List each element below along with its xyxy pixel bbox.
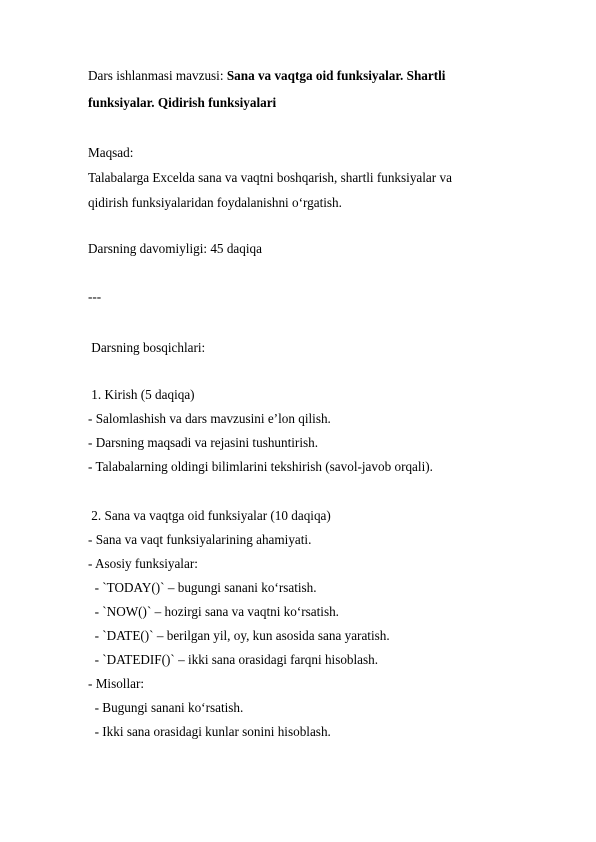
stage2-item: - `DATEDIF()` – ikki sana orasidagi farqni hisoblash. (88, 652, 379, 667)
lesson-title-prefix: Dars ishlanmasi mavzusi: (88, 68, 227, 83)
stage2-item: - `NOW()` – hozirgi sana va vaqtni ko‘rsatish. (88, 604, 339, 619)
stage2-item: - `DATE()` – berilgan yil, oy, kun asosida sana yaratish. (88, 628, 390, 643)
stages-heading: Darsning bosqichlari: (88, 340, 206, 355)
stage2-item: - `TODAY()` – bugungi sanani ko‘rsatish. (88, 580, 317, 595)
stage1-heading: 1. Kirish (5 daqiqa) (88, 387, 195, 402)
stage2-item: - Sana va vaqt funksiyalarining ahamiyati. (88, 532, 312, 547)
stage1-item: - Talabalarning oldingi bilimlarini tekshirish (savol-javob orqali). (88, 459, 433, 474)
lesson-title-line2: funksiyalar. Qidirish funksiyalari (88, 95, 277, 110)
goal-text-line1: Talabalarga Excelda sana va vaqtni boshqarish, shartli funksiyalar va (88, 170, 452, 185)
stage2-item: - Misollar: (88, 676, 145, 691)
stage2-item: - Bugungi sanani ko‘rsatish. (88, 700, 244, 715)
separator: --- (88, 289, 102, 304)
stage2-heading: 2. Sana va vaqtga oid funksiyalar (10 daqiqa) (88, 508, 331, 523)
goal-label: Maqsad: (88, 145, 134, 160)
lesson-duration: Darsning davomiyligi: 45 daqiqa (88, 241, 262, 256)
stage2-item: - Asosiy funksiyalar: (88, 556, 198, 571)
stage1-item: - Darsning maqsadi va rejasini tushuntirish. (88, 435, 319, 450)
lesson-title-bold: Sana va vaqtga oid funksiyalar. Shartli (226, 68, 446, 83)
stage2-item: - Ikki sana orasidagi kunlar sonini hisoblash. (88, 724, 331, 739)
goal-text-line2: qidirish funksiyalaridan foydalanishni o‘rgatish. (88, 195, 342, 210)
lesson-title-line1 (88, 68, 445, 84)
stage1-item: - Salomlashish va dars mavzusini e’lon qilish. (88, 411, 331, 426)
